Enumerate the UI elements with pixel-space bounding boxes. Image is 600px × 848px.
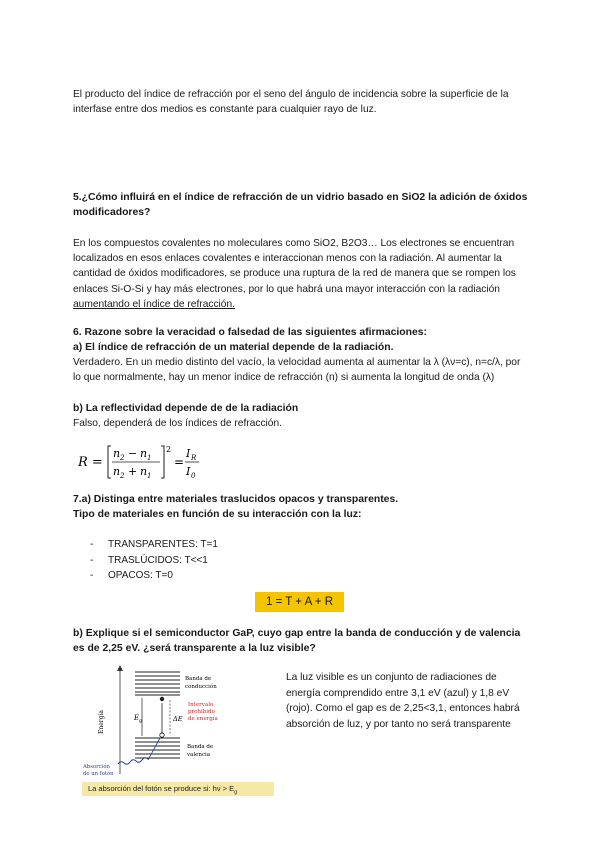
absorption-label-1: Absorción <box>83 764 110 770</box>
question-6b-answer: Falso, dependerá de los índices de refracción. <box>73 418 282 429</box>
list-dash: - <box>90 570 94 581</box>
list-item-text: TRANSPARENTES: T=1 <box>108 539 218 550</box>
question-7b-title: b) Explique si el semiconductor GaP, cuyo gap entre la banda de conducción y de valencia es de 2,25 eV. ¿será transparente a la luz visible? <box>73 628 521 655</box>
formula-Ir: I <box>186 447 191 460</box>
question-6-title: 6. Razone sobre la veracidad o falsedad de las siguientes afirmaciones: <box>73 327 427 338</box>
list-item <box>90 568 218 584</box>
formula-exponent: 2 <box>166 445 172 454</box>
figure-caption-sub: g <box>234 789 238 796</box>
formula-right-bracket <box>161 446 164 478</box>
formula-den-n1: n <box>140 465 148 478</box>
formula-plus: + <box>128 465 138 478</box>
formula-lhs: R = <box>78 455 103 470</box>
valence-band-label-1: Banda de <box>187 744 214 750</box>
conduction-band-label-2: conducción <box>185 684 217 690</box>
conduction-band-label-1: Banda de <box>185 676 212 682</box>
formula-sub1: 1 <box>147 454 152 462</box>
question-5-answer-text: En los compuestos covalentes no moleculares como SiO2, B2O3… Los electrones se encuentran localizados en esos enlaces covalentes e interaccionan menos con la radiación. Al aumentar la cantidad de óxidos modificadores, se produce una ruptura de la red de manera que se rompen los enlaces Si-O-Si y hay más electrones, por lo que habrá una mayor interacción con la radiación <box>73 238 516 295</box>
list-item <box>90 537 218 553</box>
list-item-text: OPACOS: T=0 <box>108 570 173 581</box>
question-7-subtitle: Tipo de materiales en función de su interacción con la luz: <box>73 509 362 520</box>
gap-label-3: de energía <box>188 716 218 722</box>
list-item-text: TRASLÚCIDOS: T<<1 <box>108 554 208 566</box>
question-7b-answer: La luz visible es un conjunto de radiaciones de energía comprendido entre 3,1 eV (azul) y 1,8 eV (rojo). Como el gap es de 2,25<3,1, entonces habrá absorción de luz, y por tanto no será transparente <box>286 672 520 730</box>
question-6a-title: a) El índice de refracción de un material depende de la radiación. <box>73 342 394 353</box>
question-5-title: 5.¿Cómo influirá en el índice de refracción de un vidrio basado en SiO2 la adición de óxidos modificadores? <box>73 192 528 219</box>
list-dash: - <box>90 554 94 566</box>
formula-n2: n <box>113 447 121 460</box>
eg-sub-label: g <box>139 719 142 724</box>
photon-arrow <box>148 738 160 760</box>
figure-caption <box>82 782 274 796</box>
formula-equals: = <box>174 455 185 469</box>
eg-label: E <box>134 714 140 722</box>
electron-dot <box>160 697 164 701</box>
formula-den-sub2: 2 <box>120 472 125 480</box>
energy-axis-arrow-icon <box>117 665 123 671</box>
absorption-label-2: de un fotón <box>83 771 114 777</box>
delta-e-label: ΔE <box>173 715 183 723</box>
energy-balance-equation: 1 = T + A + R <box>255 592 344 612</box>
formula-n1: n <box>140 447 148 460</box>
band-gap-diagram <box>80 662 280 782</box>
question-7a-title: 7.a) Distinga entre materiales traslucidos opacos y transparentes. <box>73 494 399 505</box>
question-6b-title: b) La reflectividad depende de de la radiación <box>73 403 299 414</box>
formula-minus: − <box>128 447 138 460</box>
material-types-list <box>90 537 218 584</box>
gap-label-1: Intervalo <box>188 702 214 708</box>
conduction-band <box>135 672 180 695</box>
energy-label: Energía <box>98 710 105 734</box>
figure-caption-text: La absorción del fotón se produce si: hν > E <box>88 784 235 793</box>
formula-den-n2: n <box>113 465 121 478</box>
intro-paragraph: El producto del índice de refracción por el seno del ángulo de incidencia sobre la superficie de la interfase entre dos medios es constante para cualquier rayo de luz. <box>73 89 509 116</box>
question-6a-answer: Verdadero. En un medio distinto del vacío, la velocidad aumenta al aumentar la λ (λν=c), n=c/λ, por lo que normalmente, hay un menor índice de refracción (n) si aumenta la longitud de onda (λ) <box>73 357 521 384</box>
formula-I0: I <box>186 465 191 478</box>
formula-den-sub1: 1 <box>147 472 152 480</box>
photon-wave-icon <box>118 758 148 765</box>
question-5-answer-underlined: aumentando el índice de refracción. <box>73 298 235 310</box>
formula-sub-0: 0 <box>191 472 196 480</box>
reflectivity-formula <box>78 442 238 482</box>
formula-sub-r: R <box>191 454 197 462</box>
gap-label-2: prohibido <box>188 709 215 715</box>
valence-band-label-2: valencia <box>187 752 211 758</box>
valence-band <box>135 738 180 758</box>
question-5-answer <box>73 236 528 312</box>
list-dash: - <box>90 539 94 550</box>
formula-sub2: 2 <box>120 454 125 462</box>
list-item <box>90 553 218 569</box>
formula-left-bracket <box>108 446 111 478</box>
